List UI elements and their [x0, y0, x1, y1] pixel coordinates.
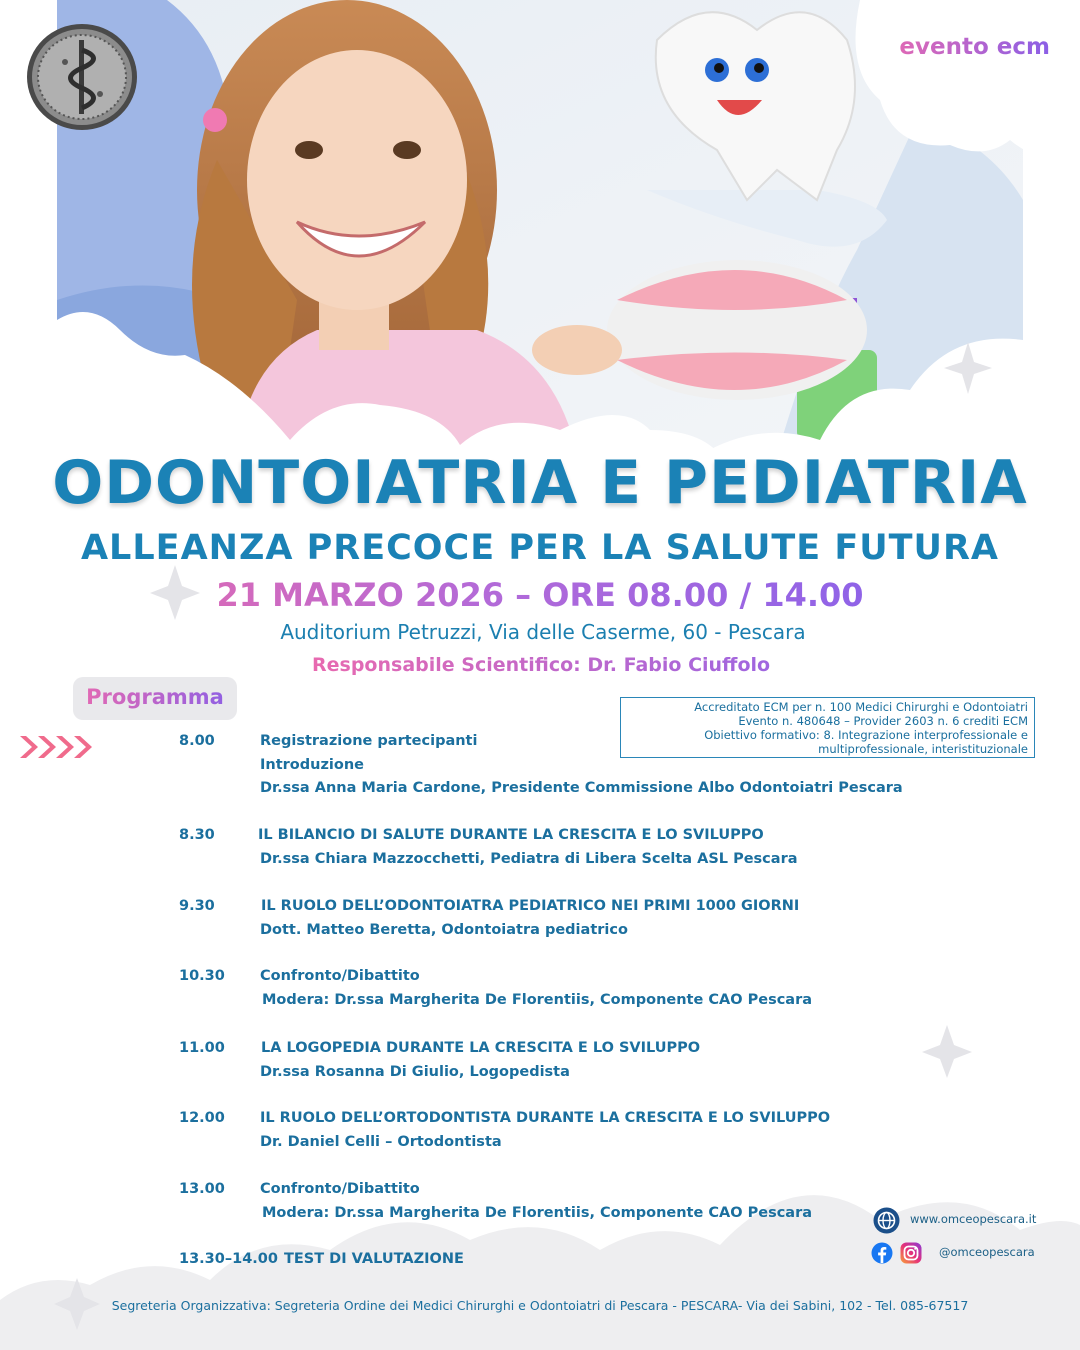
schedule-line: IL BILANCIO DI SALUTE DURANTE LA CRESCITA E LO SVILUPPO [258, 827, 764, 843]
schedule-time: 8.00 [179, 733, 215, 749]
schedule-line: IL RUOLO DELL’ORTODONTISTA DURANTE LA CRESCITA E LO SVILUPPO [260, 1110, 831, 1126]
schedule-line: IL RUOLO DELL’ODONTOIATRA PEDIATRICO NEI PRIMI 1000 GIORNI [261, 898, 800, 914]
scientific-responsible: Responsabile Scientifico: Dr. Fabio Ciuffolo [312, 654, 771, 676]
social-handle[interactable]: @omceopescara [939, 1245, 1035, 1259]
instagram-icon[interactable] [900, 1242, 922, 1264]
order-seal-logo [25, 22, 139, 132]
schedule-time: 10.30 [179, 968, 225, 984]
accreditation-line: multiprofessionale, interistituzionale [818, 742, 1028, 756]
schedule-time: 11.00 [179, 1040, 225, 1056]
schedule-line: LA LOGOPEDIA DURANTE LA CRESCITA E LO SVILUPPO [261, 1040, 701, 1056]
schedule-line: Modera: Dr.ssa Margherita De Florentiis, Componente CAO Pescara [262, 992, 813, 1008]
schedule-time: 12.00 [179, 1110, 225, 1126]
schedule-line: Registrazione partecipanti [260, 733, 478, 749]
schedule-time: 9.30 [179, 898, 215, 914]
schedule-line: Confronto/Dibattito [260, 968, 420, 984]
accreditation-line: Evento n. 480648 – Provider 2603 n. 6 crediti ECM [738, 714, 1028, 728]
page-title: ODONTOIATRIA E PEDIATRIA [52, 448, 1028, 518]
accreditation-box [620, 697, 1035, 758]
globe-icon[interactable] [873, 1207, 900, 1234]
schedule-time: 8.30 [179, 827, 215, 843]
schedule-line: Dr. Daniel Celli – Ortodontista [260, 1134, 502, 1150]
page-subtitle: ALLEANZA PRECOCE PER LA SALUTE FUTURA [80, 528, 1000, 568]
schedule-line: TEST DI VALUTAZIONE [284, 1251, 464, 1267]
event-date: 21 MARZO 2026 – ORE 08.00 / 14.00 [0, 576, 1080, 614]
accreditation-line: Obiettivo formativo: 8. Integrazione interprofessionale e [704, 728, 1028, 742]
schedule-line: Introduzione [260, 757, 364, 773]
website-link[interactable]: www.omceopescara.it [910, 1212, 1037, 1226]
schedule-line: Dr.ssa Chiara Mazzocchetti, Pediatra di Libera Scelta ASL Pescara [260, 851, 798, 867]
schedule-line: Dott. Matteo Beretta, Odontoiatra pediatrico [260, 922, 628, 938]
accreditation-line: Accreditato ECM per n. 100 Medici Chirurghi e Odontoiatri [694, 700, 1028, 714]
programma-label: Programma [73, 685, 237, 709]
footer-text: Segreteria Organizzativa: Segreteria Ordine dei Medici Chirurghi e Odontoiatri di Pescara - PESCARA- Via dei Sabini, 102 - Tel. 085-67517 [111, 1298, 969, 1313]
sparkle-icon [922, 1025, 972, 1078]
schedule-line: Dr.ssa Rosanna Di Giulio, Logopedista [260, 1064, 570, 1080]
event-venue: Auditorium Petruzzi, Via delle Caserme, 60 - Pescara [280, 620, 806, 644]
arrows-icon [18, 734, 94, 760]
schedule-time: 13.30–14.00 [179, 1251, 278, 1267]
schedule-time: 13.00 [179, 1181, 225, 1197]
schedule-line: Confronto/Dibattito [260, 1181, 420, 1197]
event-badge: evento ecm [880, 34, 1050, 60]
schedule-line: Dr.ssa Anna Maria Cardone, Presidente Commissione Albo Odontoiatri Pescara [260, 780, 903, 796]
facebook-icon[interactable] [871, 1242, 893, 1264]
schedule-line: Modera: Dr.ssa Margherita De Florentiis, Componente CAO Pescara [262, 1205, 813, 1221]
